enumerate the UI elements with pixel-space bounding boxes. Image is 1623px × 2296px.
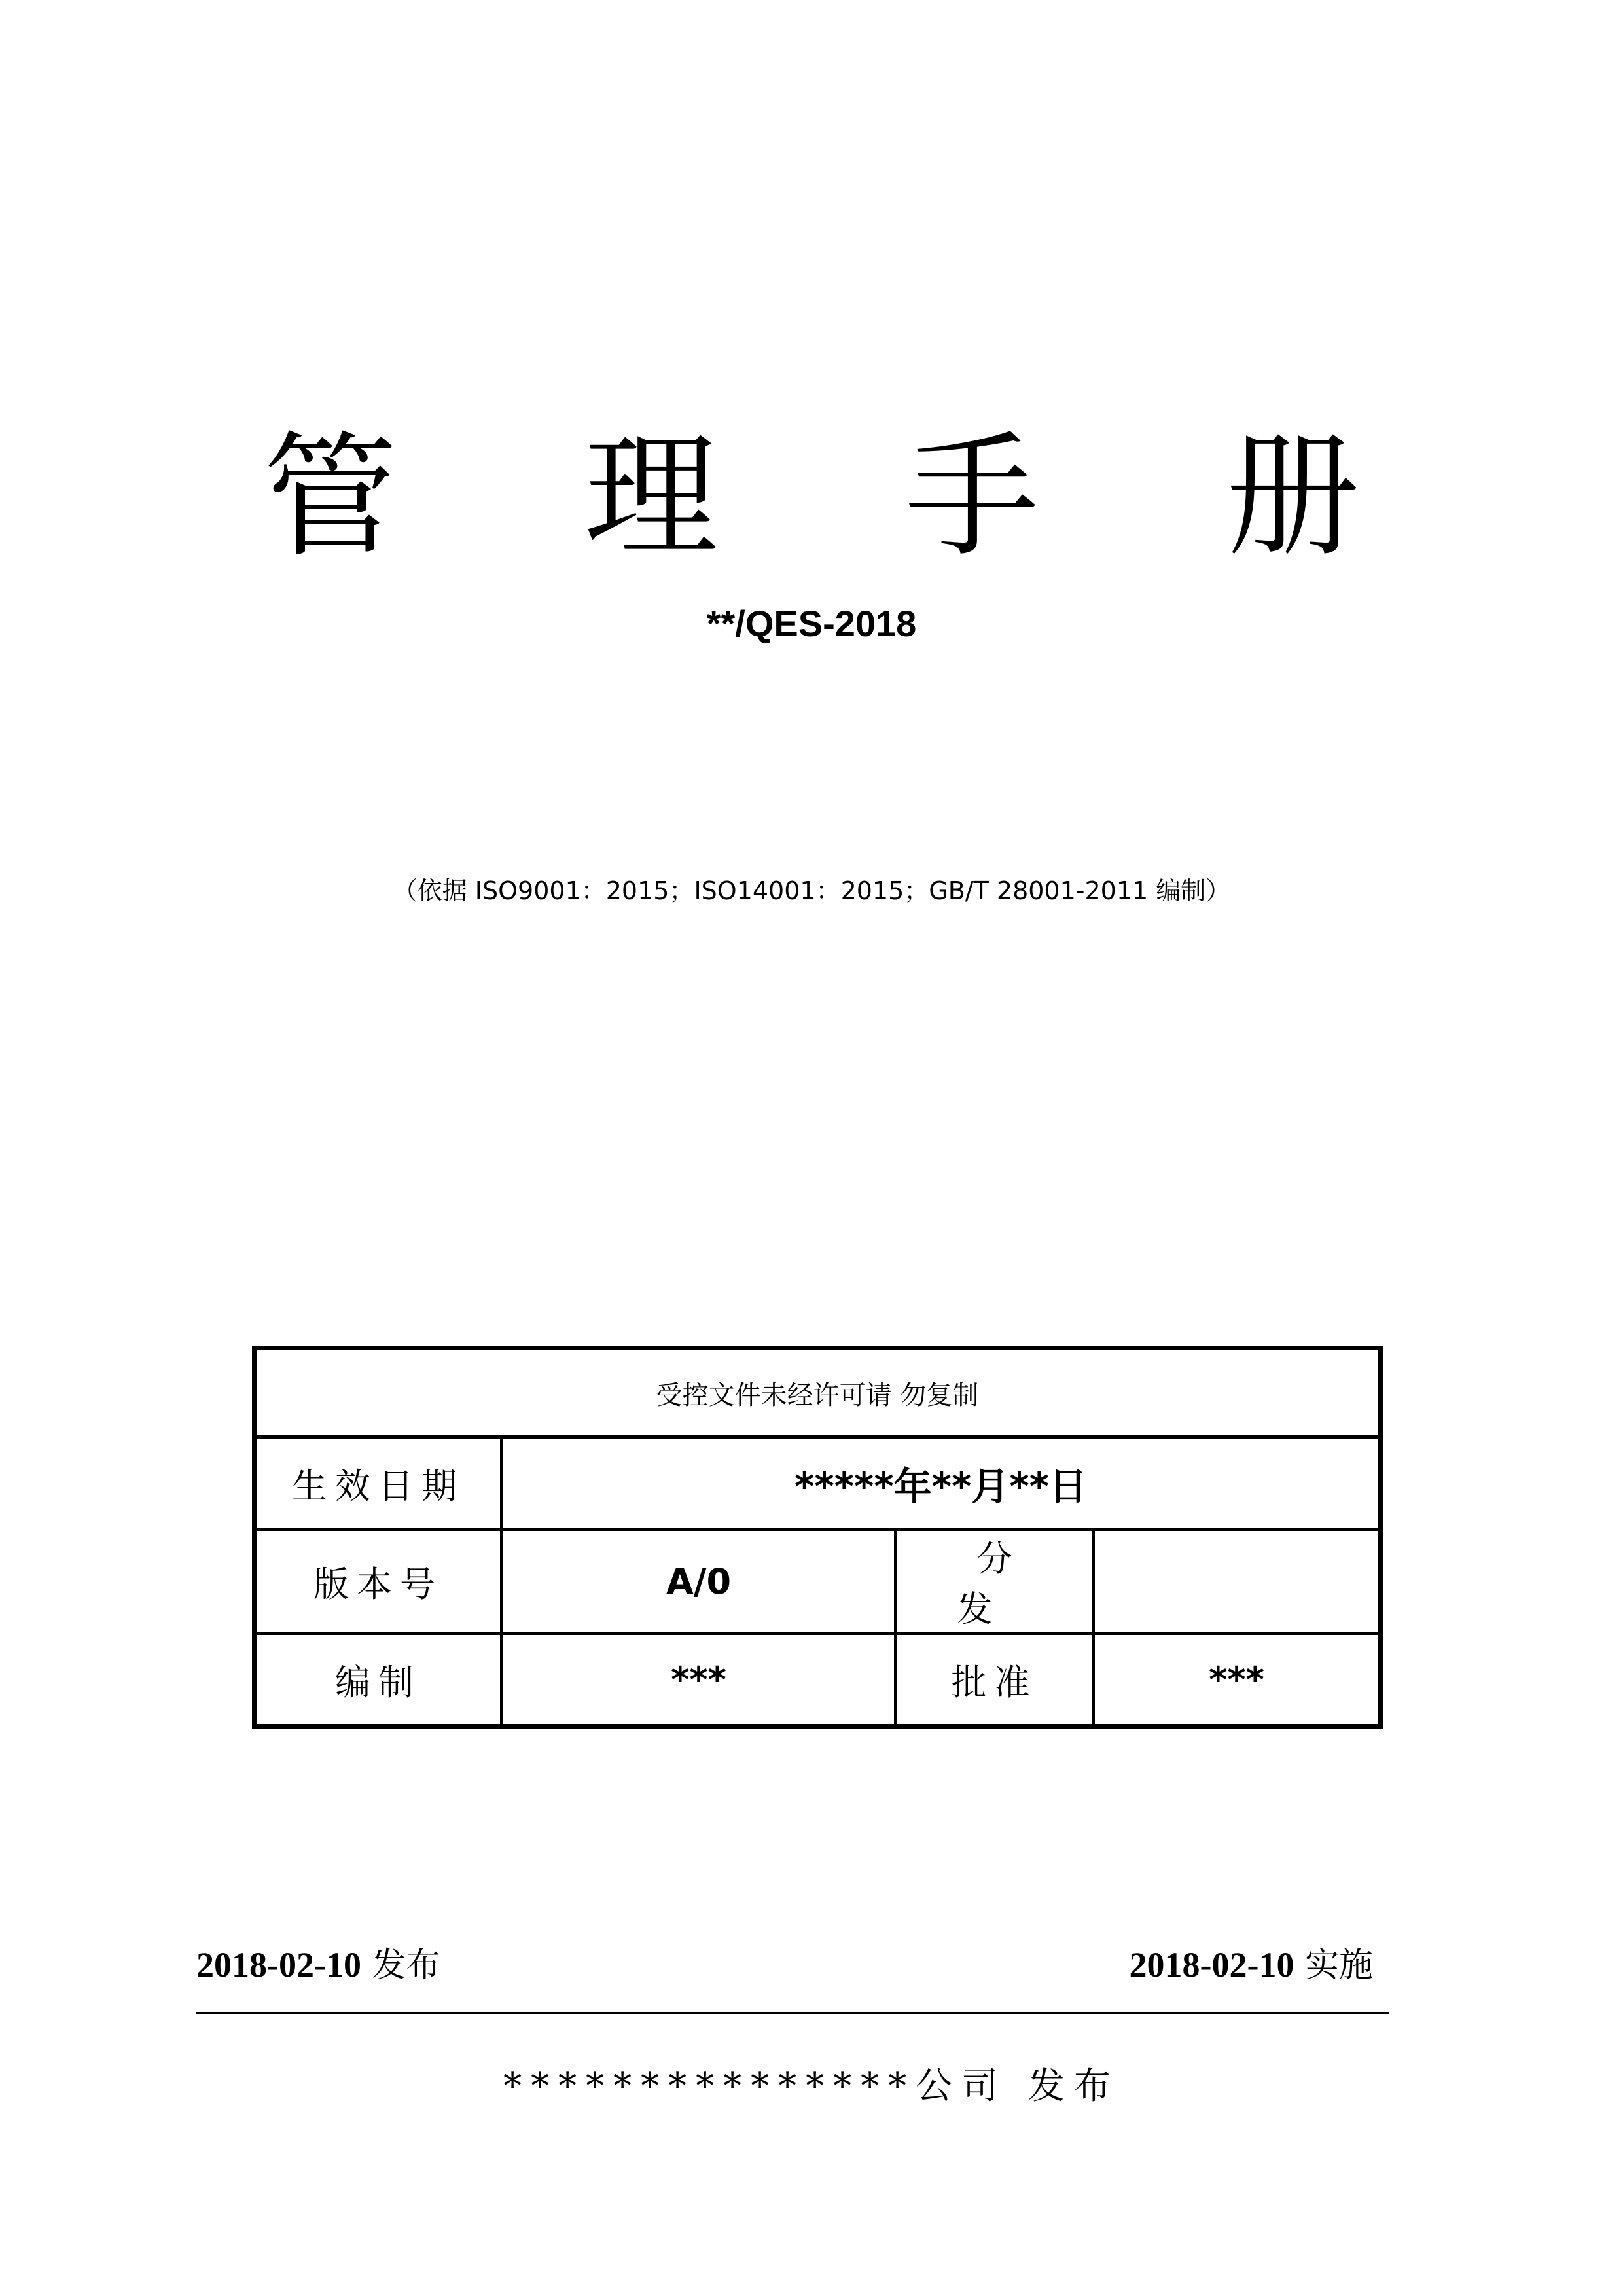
table-row [255, 1348, 1381, 1437]
implementation-date-suffix: 实施 [1294, 1946, 1373, 1985]
release-date-suffix: 发布 [361, 1946, 440, 1985]
approved-by-label: 批准 [896, 1634, 1094, 1727]
compiled-by-value: *** [502, 1634, 896, 1727]
controlled-document-notice: 受控文件未经许可请 勿复制 [255, 1348, 1381, 1437]
effective-date-value: *****年**月**日 [502, 1437, 1381, 1530]
implementation-date-value: 2018-02-10 [1129, 1945, 1294, 1984]
release-date [196, 1942, 440, 1988]
document-title: 管 理 手 册 [263, 420, 1432, 575]
standards-basis: （依据 ISO9001：2015；ISO14001：2015；GB/T 28001-2011 编制） [392, 876, 1231, 905]
document-code: **/QES-2018 [706, 603, 917, 644]
table-row [255, 1634, 1381, 1727]
compiled-by-label: 编制 [255, 1634, 502, 1727]
table-row [255, 1437, 1381, 1530]
implementation-date [1130, 1942, 1374, 1988]
footer-divider [196, 2012, 1389, 2014]
table-row [255, 1530, 1381, 1634]
approved-by-value: *** [1094, 1634, 1381, 1727]
effective-date-label: 生效日期 [255, 1437, 502, 1530]
publisher-line: ***************公司 发布 [503, 2065, 1120, 2108]
distribution-label: 分 发 [896, 1530, 1094, 1634]
document-info-table [252, 1346, 1383, 1729]
distribution-value [1094, 1530, 1381, 1634]
version-label: 版本号 [255, 1530, 502, 1634]
version-value: A/0 [502, 1530, 896, 1634]
release-date-value: 2018-02-10 [196, 1945, 361, 1984]
